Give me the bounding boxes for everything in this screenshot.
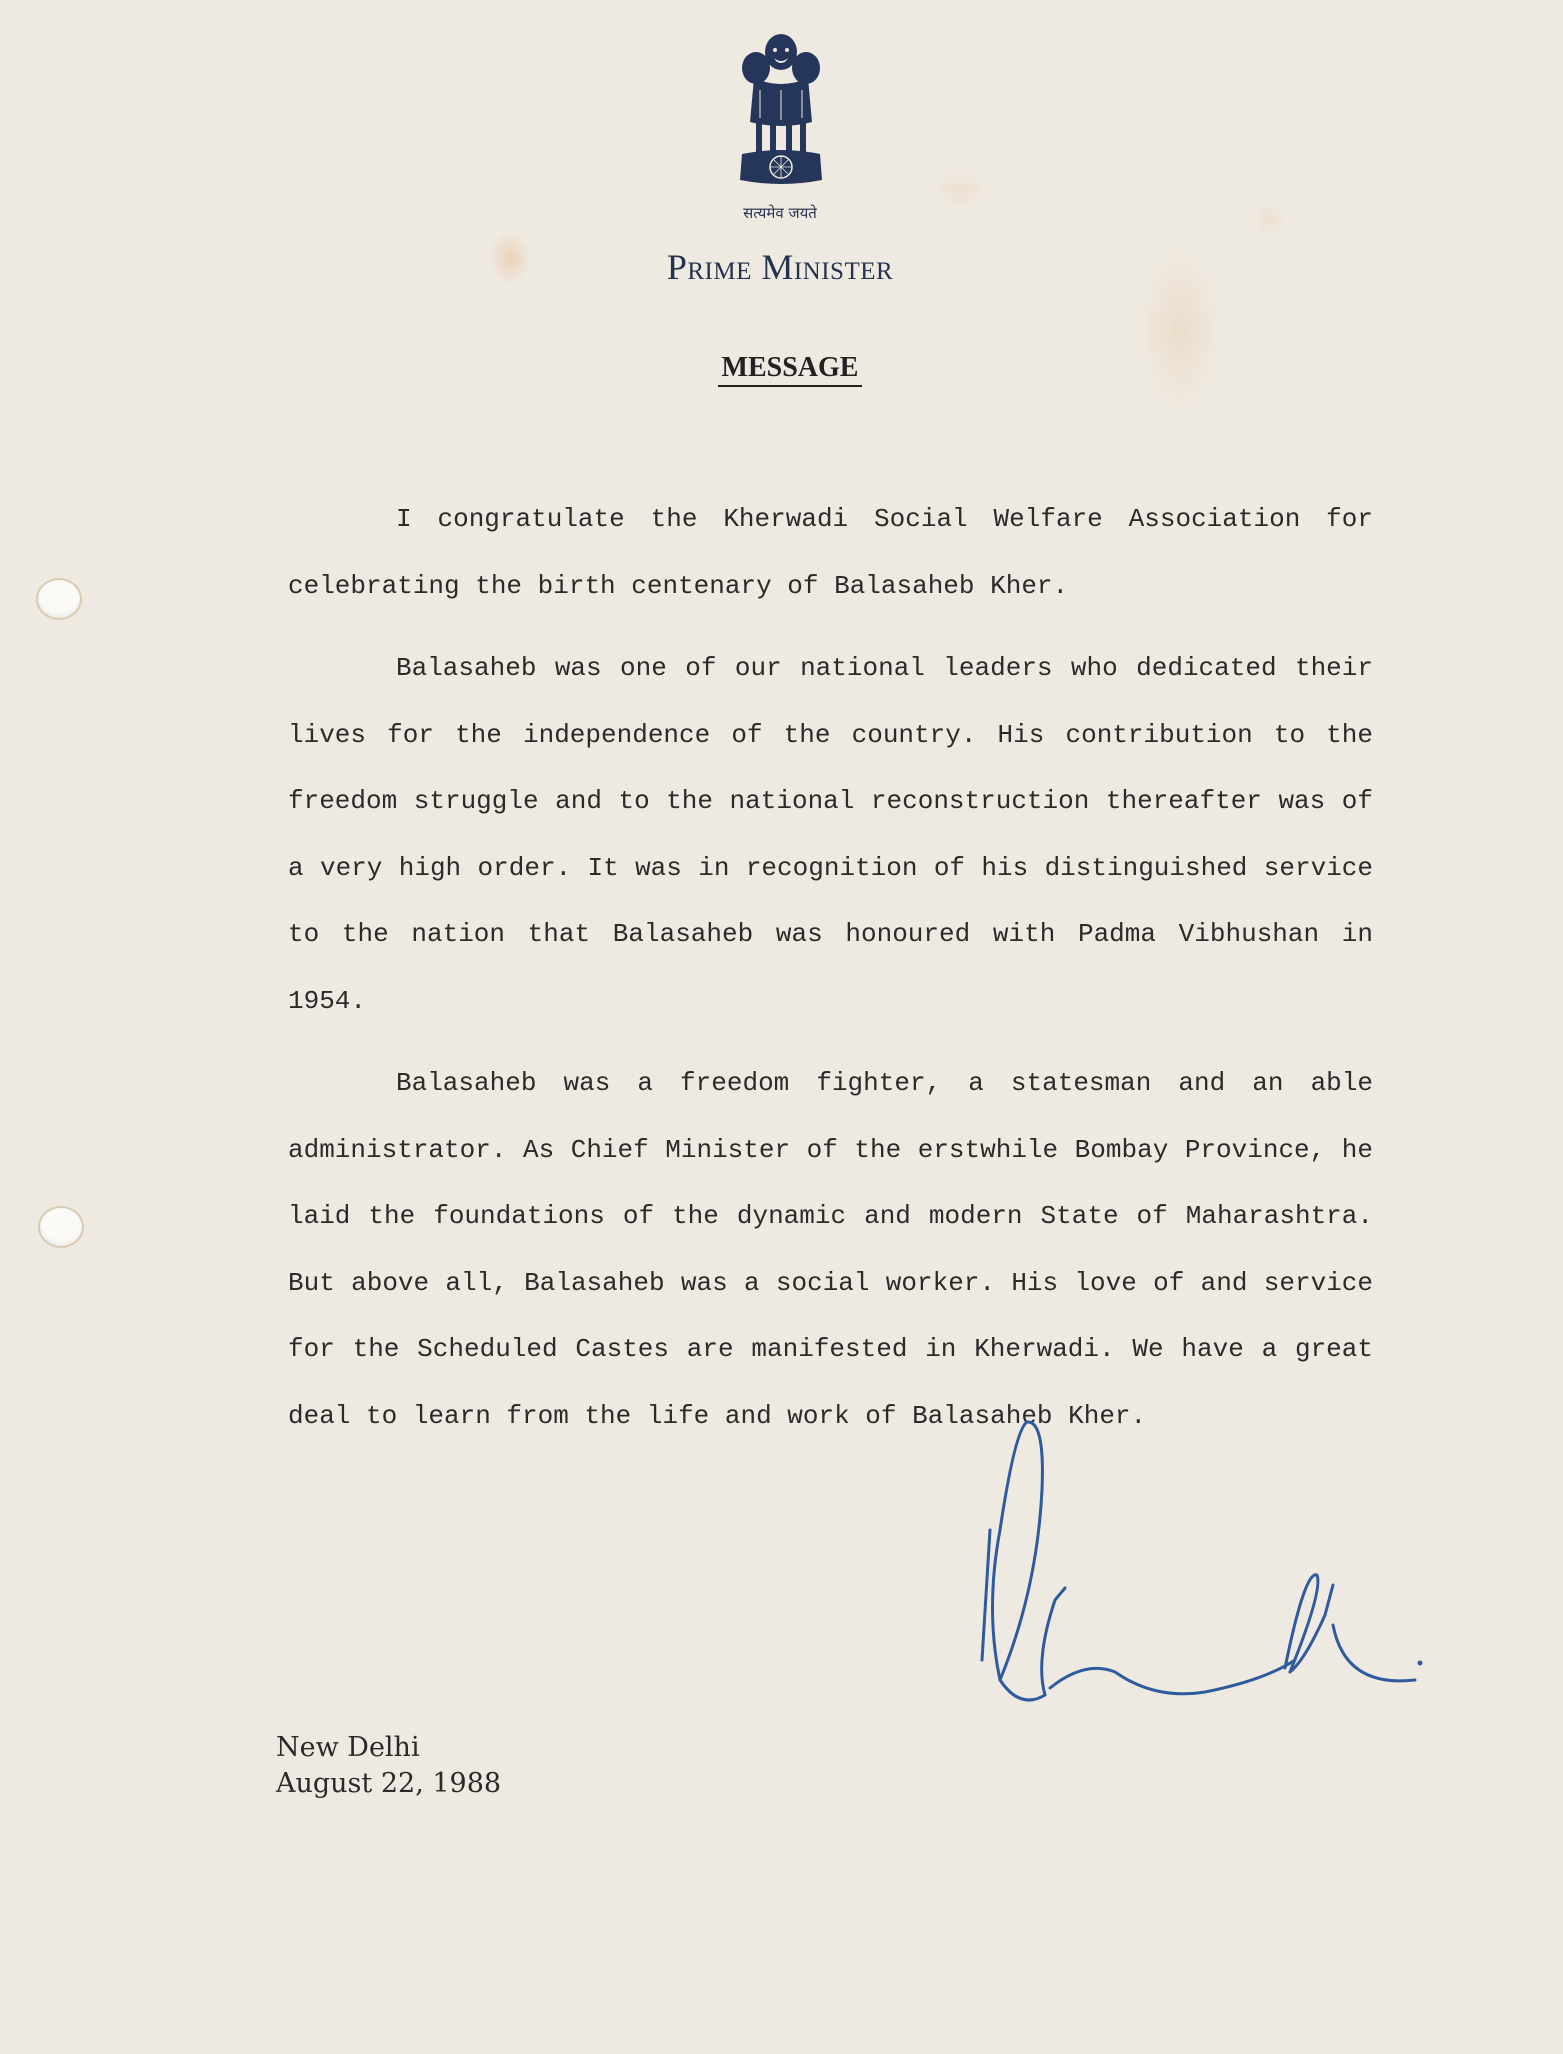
paragraph-3: Balasaheb was a freedom fighter, a statesman and an able administrator. As Chief Minister of the erstwhile Bombay Province, he laid the foundations of the dynamic and modern State of Maharashtra. But above all, Balasaheb was a social worker. His love of and service for the Scheduled Castes are manifested in Kherwadi. We have a great deal to learn from the life and work of Balasaheb Kher. — [288, 1068, 1373, 1431]
message-body — [288, 486, 1373, 1465]
punch-hole-top — [38, 580, 80, 618]
message-heading — [700, 352, 880, 384]
place-and-date — [276, 1730, 501, 1802]
signature-icon — [945, 1410, 1435, 1730]
message-heading-text: MESSAGE — [718, 352, 863, 387]
date: August 22, 1988 — [276, 1768, 502, 1799]
punch-hole-bottom — [40, 1208, 82, 1246]
paragraph-1: I congratulate the Kherwadi Social Welfare Association for celebrating the birth centenary of Balasaheb Kher. — [288, 504, 1373, 601]
emblem-motto: सत्यमेव जयते — [743, 204, 817, 222]
office-title: Prime Minister — [666, 247, 894, 287]
state-emblem-icon — [726, 30, 836, 190]
place: New Delhi — [276, 1732, 420, 1763]
paragraph-2: Balasaheb was one of our national leaders who dedicated their lives for the independence of the country. His contribution to the freedom struggle and to the national reconstruction thereafter was of a very high order. It was in recognition of his distinguished service to the nation that Balasaheb was honoured with Padma Vibhushan in 1954. — [288, 653, 1373, 1016]
